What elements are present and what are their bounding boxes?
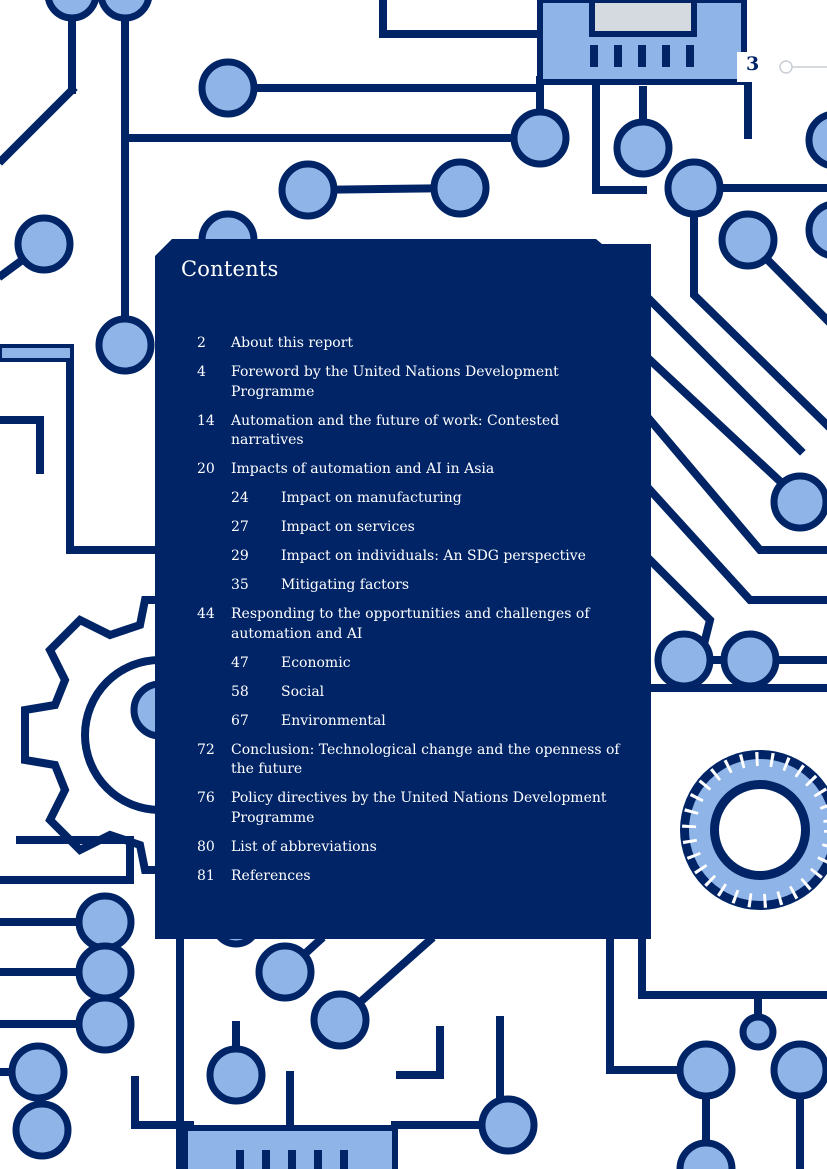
gear-icon: [25, 600, 160, 870]
toc-subentry[interactable]: [155, 654, 651, 674]
toc-entry-title: Policy directives by the United Nations Development Programme: [231, 790, 607, 826]
toc-entry[interactable]: [155, 605, 651, 644]
toc-subentry[interactable]: [155, 518, 651, 538]
toc-page-number: 24: [231, 490, 249, 506]
toc-entry[interactable]: [155, 741, 651, 780]
toc-entry-title: References: [231, 867, 311, 884]
contents-title: Contents: [181, 257, 279, 281]
toc-entry-title: Impacts of automation and AI in Asia: [231, 461, 495, 477]
toc-entry-title: Environmental: [281, 712, 386, 729]
toc-entry[interactable]: [155, 412, 651, 451]
toc-subentry[interactable]: [155, 576, 651, 596]
toc-entry-title: Impact on individuals: An SDG perspective: [281, 548, 586, 564]
toc-page-number: 27: [231, 519, 249, 535]
contents-list: [155, 334, 651, 896]
toc-entry[interactable]: [155, 867, 651, 887]
toc-entry[interactable]: [155, 334, 651, 354]
contents-panel: [155, 239, 651, 939]
toc-subentry[interactable]: [155, 712, 651, 732]
toc-subentry[interactable]: [155, 547, 651, 567]
toc-page-number: 29: [231, 548, 249, 564]
toc-page-number: 44: [197, 606, 215, 622]
toc-page-number: 72: [197, 741, 215, 758]
toc-page-number: 76: [197, 790, 215, 806]
toc-page-number: 58: [231, 683, 249, 700]
toc-entry[interactable]: [155, 363, 651, 402]
toc-entry-title: Impact on manufacturing: [281, 490, 462, 506]
toc-entry-title: Automation and the future of work: Contested narratives: [231, 412, 560, 448]
toc-page-number: 4: [197, 364, 206, 380]
page-number-decoration: [779, 60, 827, 76]
toc-entry-title: Impact on services: [281, 519, 415, 535]
toc-page-number: 14: [197, 412, 215, 429]
toc-entry-title: Social: [281, 683, 325, 700]
toc-subentry[interactable]: [155, 683, 651, 703]
toc-page-number: 80: [197, 838, 215, 855]
page-number: 3: [746, 53, 760, 75]
toc-entry[interactable]: [155, 789, 651, 828]
toc-page-number: 20: [197, 461, 215, 477]
toc-entry-title: Responding to the opportunities and challenges of automation and AI: [231, 606, 590, 642]
toc-page-number: 47: [231, 654, 249, 671]
toc-entry[interactable]: [155, 838, 651, 858]
toc-page-number: 67: [231, 712, 249, 729]
toc-entry-title: Conclusion: Technological change and the openness of the future: [231, 741, 620, 777]
toc-entry-title: About this report: [231, 335, 354, 351]
toc-entry-title: Economic: [281, 654, 351, 671]
toc-entry-title: Mitigating factors: [281, 577, 410, 593]
toc-page-number: 35: [231, 577, 249, 593]
toc-entry-title: Foreword by the United Nations Development Programme: [231, 364, 559, 400]
ring-connector-icon: [680, 750, 827, 910]
toc-page-number: 81: [197, 867, 215, 884]
toc-subentry[interactable]: [155, 489, 651, 509]
toc-entry-title: List of abbreviations: [231, 838, 377, 855]
toc-page-number: 2: [197, 335, 206, 351]
toc-entry[interactable]: [155, 460, 651, 480]
